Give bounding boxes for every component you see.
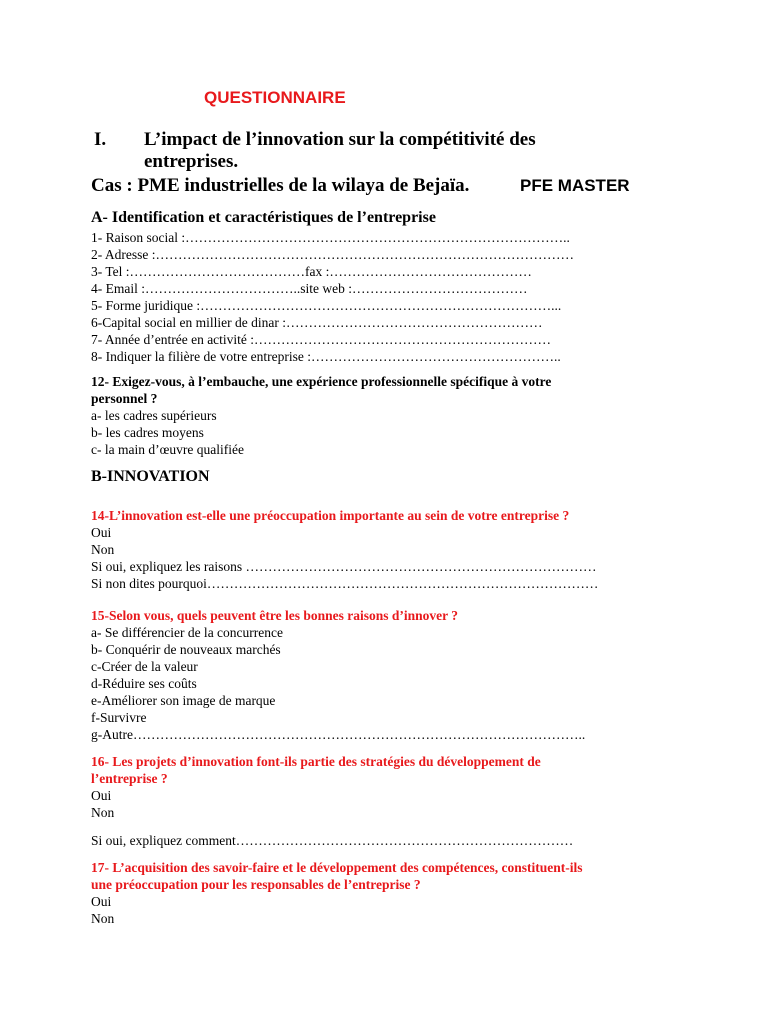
- q15-option-b: b- Conquérir de nouveaux marchés: [91, 642, 281, 657]
- q15-option-f: f-Survivre: [91, 710, 147, 725]
- q15-option-g: g-Autre………………………………………………………………………………………..: [91, 727, 586, 742]
- section-b-heading: B-INNOVATION: [91, 468, 210, 485]
- field-raison-social: 1- Raison social :…………………………………………………………………………..: [91, 230, 570, 245]
- q14-non: Non: [91, 542, 115, 557]
- subject-line-1: L’impact de l’innovation sur la compétitivité des: [144, 129, 536, 150]
- q16-line-1: 16- Les projets d’innovation font-ils partie des stratégies du développement de: [91, 754, 541, 769]
- subject-line-2: entreprises.: [144, 151, 239, 172]
- field-annee-entree: 7- Année d’entrée en activité :…………………………………………………………: [91, 332, 552, 347]
- q14-si-non: Si non dites pourquoi……………………………………………………………………………: [91, 576, 599, 591]
- document-title: QUESTIONNAIRE: [204, 88, 346, 107]
- field-filiere: 8- Indiquer la filière de votre entreprise :………………………………………………..: [91, 349, 561, 364]
- q12-line-1: 12- Exigez-vous, à l’embauche, une expérience professionnelle spécifique à votre: [91, 374, 552, 389]
- q15-option-c: c-Créer de la valeur: [91, 659, 198, 674]
- q17-line-2: une préoccupation pour les responsables de l’entreprise ?: [91, 877, 421, 892]
- q16-line-2: l’entreprise ?: [91, 771, 168, 786]
- q17-non: Non: [91, 911, 115, 926]
- q16-explain: Si oui, expliquez comment…………………………………………………………………: [91, 833, 574, 848]
- q17-oui: Oui: [91, 894, 112, 909]
- field-email-site: 4- Email :……………………………..site web :…………………………………: [91, 281, 528, 296]
- field-tel-fax: 3- Tel :…………………………………fax :………………………………………: [91, 264, 532, 279]
- q15-option-a: a- Se différencier de la concurrence: [91, 625, 284, 640]
- section-a-heading: A- Identification et caractéristiques de l’entreprise: [91, 209, 436, 226]
- q15-option-d: d-Réduire ses coûts: [91, 676, 197, 691]
- q16-non: Non: [91, 805, 115, 820]
- field-forme-juridique: 5- Forme juridique :……………………………………………………………………...: [91, 298, 562, 313]
- question-17: [91, 859, 582, 927]
- identification-fields: [91, 229, 574, 365]
- field-capital-social: 6-Capital social en millier de dinar :…………………………………………………: [91, 315, 543, 330]
- q15-option-e: e-Améliorer son image de marque: [91, 693, 276, 708]
- q14-question: 14-L’innovation est-elle une préoccupation importante au sein de votre entreprise ?: [91, 508, 570, 523]
- q12-option-c: c- la main d’œuvre qualifiée: [91, 442, 244, 457]
- question-16: [91, 753, 541, 821]
- q17-line-1: 17- L’acquisition des savoir-faire et le développement des compétences, constituent-ils: [91, 860, 583, 875]
- question-14: [91, 507, 598, 592]
- case-line: Cas : PME industrielles de la wilaya de Bejaïa.: [91, 175, 470, 196]
- q16-oui: Oui: [91, 788, 112, 803]
- q12-option-a: a- les cadres supérieurs: [91, 408, 217, 423]
- pfe-master-tag: PFE MASTER: [520, 176, 630, 195]
- q12-line-2: personnel ?: [91, 391, 158, 406]
- q14-oui: Oui: [91, 525, 112, 540]
- question-12: [91, 373, 551, 458]
- section-numeral: I.: [94, 129, 107, 150]
- q12-option-b: b- les cadres moyens: [91, 425, 204, 440]
- q15-question: 15-Selon vous, quels peuvent être les bonnes raisons d’innover ?: [91, 608, 459, 623]
- question-15: [91, 607, 585, 743]
- field-adresse: 2- Adresse :…………………………………………………………………………………: [91, 247, 574, 262]
- q14-si-oui: Si oui, expliquez les raisons ……………………………………………………………………: [91, 559, 597, 574]
